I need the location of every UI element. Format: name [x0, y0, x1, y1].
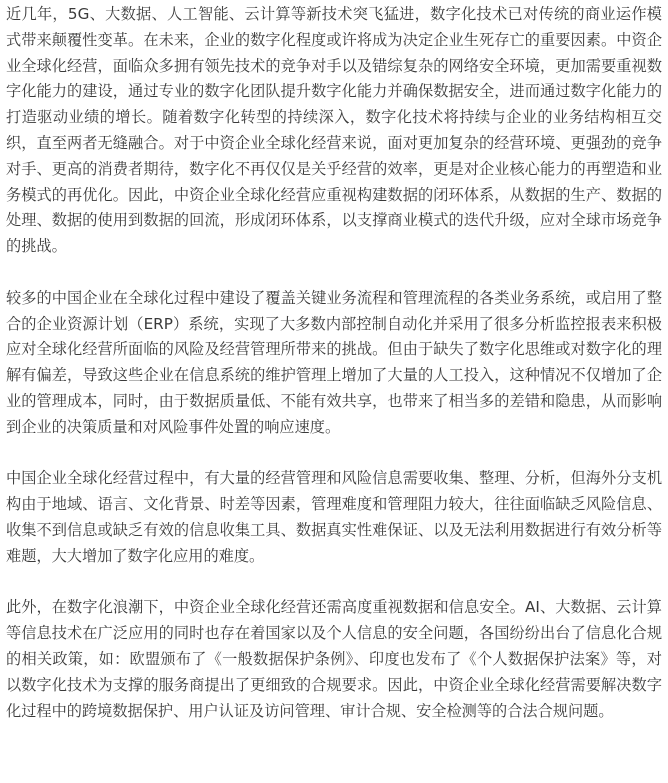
paragraph-data-security: 此外，在数字化浪潮下，中资企业全球化经营还需高度重视数据和信息安全。AI、大数据、云计算等信息技术在广泛应用的同时也存在着国家以及个人信息的安全问题，各国纷纷出台了信息化合规的相关政策，如：欧盟颁布了《一般数据保护条例》、印度也发布了《个人数据保护法案》等，对以数字化技术为支撑的服务商提出了更细致的合规要求。因此，中资企业全球化经营需要解决数字化过程中的跨境数据保护、用户认证及访问管理、审计合规、安全检测等的合法合规问题。 — [6, 598, 662, 720]
paragraph-digital-transformation: 近几年，5G、大数据、人工智能、云计算等新技术突飞猛进，数字化技术已对传统的商业运作模式带来颠覆性变革。在未来，企业的数字化程度或许将成为决定企业生死存亡的重要因素。中资企业全球化经营，面临众多拥有领先技术的竞争对手以及错综复杂的网络安全环境，更加需要重视数字化能力的建设，通过专业的数字化团队提升数字化能力并确保数据安全，进而通过数字化能力的打造驱动业绩的增长。随着数字化转型的持续深入，数字化技术将持续与企业的业务结构相互交织，直至两者无缝融合。对于中资企业全球化经营来说，面对更加复杂的经营环境、更强劲的竞争对手、更高的消费者期待，数字化不再仅仅是关乎经营的效率，更是对企业核心能力的再塑造和业务模式的再优化。因此，中资企业全球化经营应重视构建数据的闭环体系，从数据的生产、数据的处理、数据的使用到数据的回流，形成闭环体系，以支撑商业模式的迭代升级，应对全球市场竞争的挑战。 — [6, 5, 662, 256]
paragraph-business-systems: 较多的中国企业在全球化过程中建设了覆盖关键业务流程和管理流程的各类业务系统，或启用了整合的企业资源计划（ERP）系统，实现了大多数内部控制自动化并采用了很多分析监控报表来积极应对全球化经营所面临的风险及经营管理所带来的挑战。但由于缺失了数字化思维或对数字化的理解有偏差，导致这些企业在信息系统的维护管理上增加了大量的人工投入，这种情况不仅增加了企业的管理成本，同时，由于数据质量低、不能有效共享，也带来了相当多的差错和隐患，从而影响到企业的决策质量和对风险事件处置的响应速度。 — [6, 288, 662, 436]
paragraph-information-collection: 中国企业全球化经营过程中，有大量的经营管理和风险信息需要收集、整理、分析，但海外分支机构由于地域、语言、文化背景、时差等因素，管理难度和管理阻力较大，往往面临缺乏风险信息、收集不到信息或缺乏有效的信息收集工具、数据真实性难保证、以及无法利用数据进行有效分析等难题，大大增加了数字化应用的难度。 — [6, 469, 662, 565]
